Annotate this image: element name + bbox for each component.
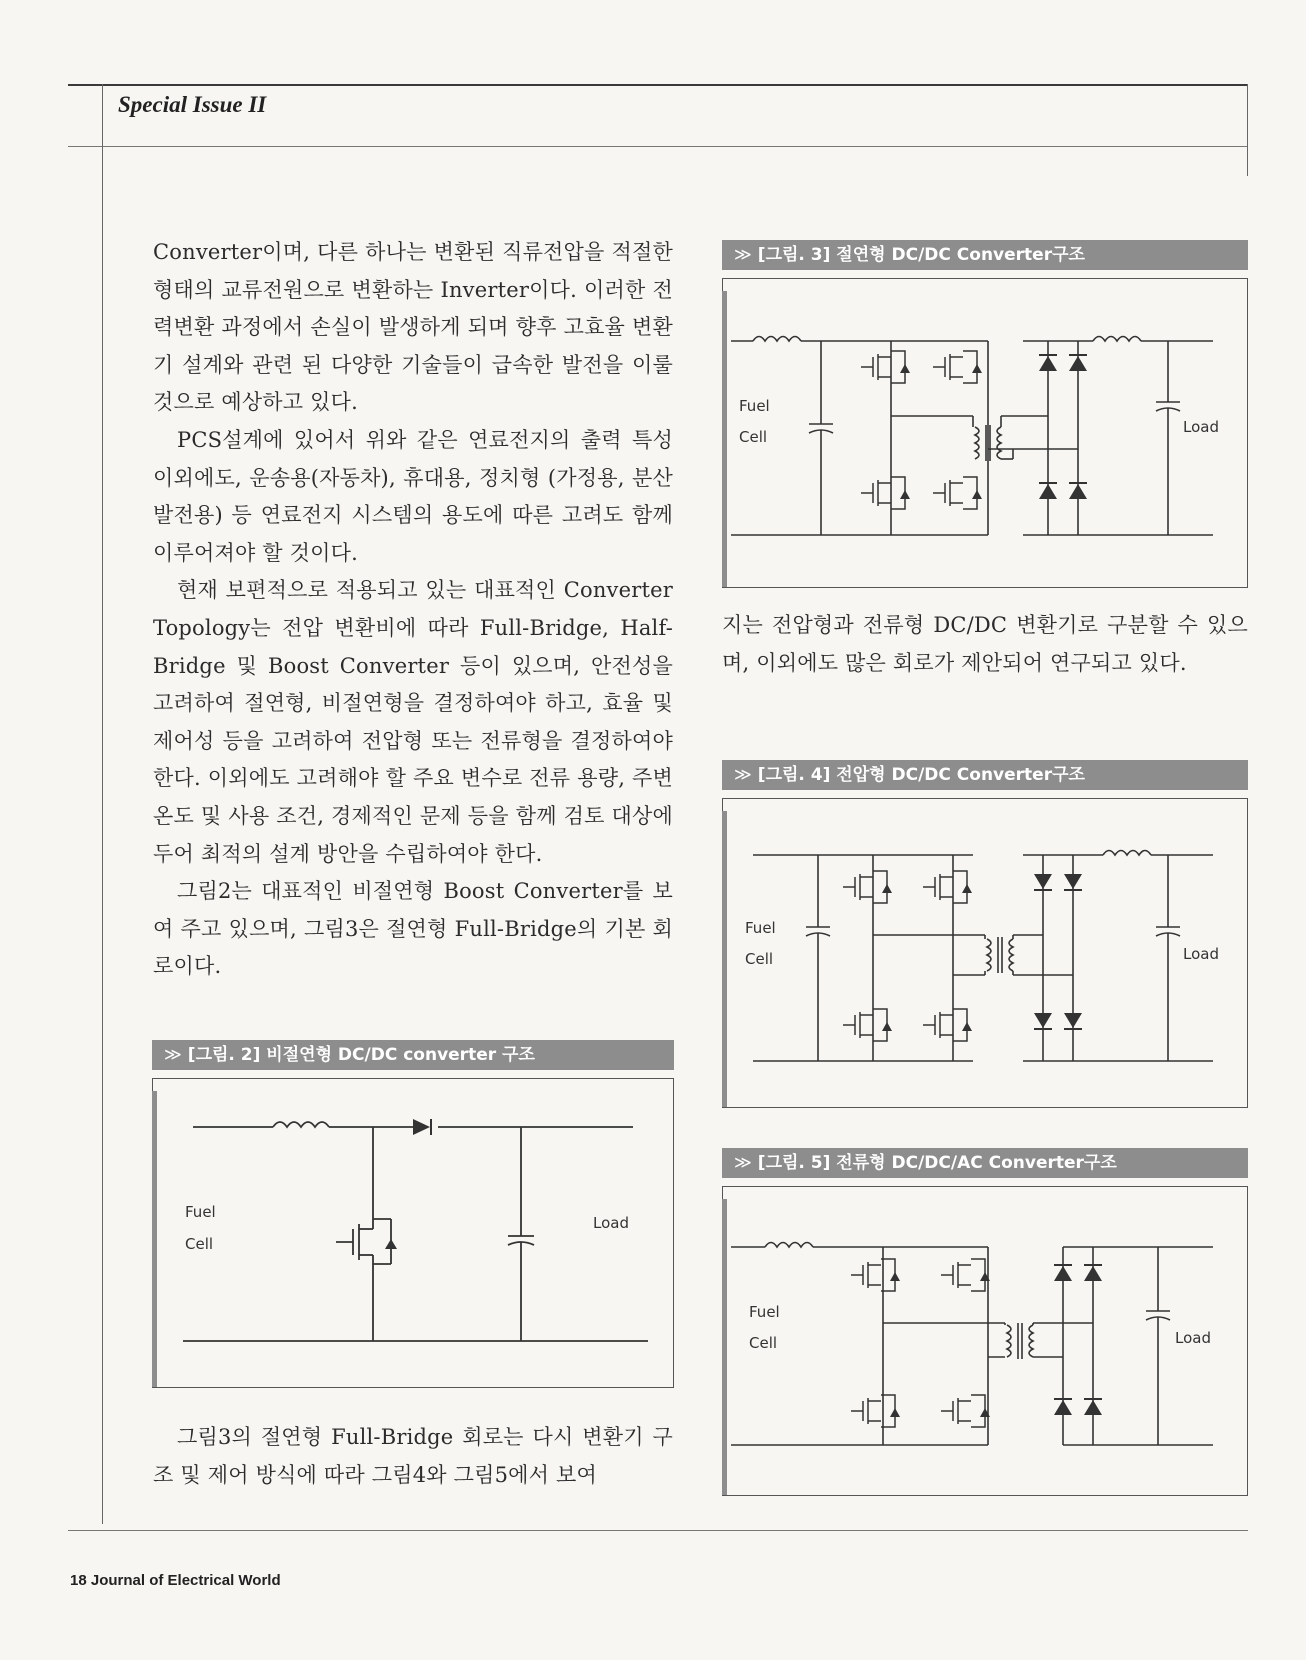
page-footer: 18 Journal of Electrical World bbox=[70, 1572, 281, 1589]
paragraph-2: PCS설계에 있어서 위와 같은 연료전지의 출력 특성 이외에도, 운송용(자동차), 휴대용, 정치형 (가정용, 분산발전용) 등 연료전지 시스템의 용도에 따른 고려도 함께 이루어져야 할 것이다. bbox=[153, 427, 673, 565]
cell-label: Cell bbox=[185, 1235, 214, 1253]
load-label: Load bbox=[1183, 945, 1219, 963]
header-bottom-rule bbox=[68, 146, 1248, 147]
left-column-text bbox=[153, 234, 673, 986]
figure-4-caption-text: [그림. 4] 전압형 DC/DC Converter구조 bbox=[757, 765, 1085, 785]
figure-2-diagram bbox=[152, 1078, 674, 1388]
caption-arrow-icon: ≫ bbox=[734, 245, 752, 265]
caption-arrow-icon: ≫ bbox=[734, 765, 752, 785]
load-label: Load bbox=[1175, 1329, 1211, 1347]
left-bottom-text bbox=[153, 1419, 673, 1494]
figure-3-caption bbox=[722, 240, 1248, 270]
paragraph-6: 지는 전압형과 전류형 DC/DC 변환기로 구분할 수 있으며, 이외에도 많은 회로가 제안되어 연구되고 있다. bbox=[722, 613, 1248, 675]
figure-5-caption-text: [그림. 5] 전류형 DC/DC/AC Converter구조 bbox=[757, 1153, 1117, 1173]
cell-label: Cell bbox=[745, 950, 774, 968]
figure-2-caption-text: [그림. 2] 비절연형 DC/DC converter 구조 bbox=[187, 1045, 535, 1065]
header-right-rule bbox=[1247, 84, 1248, 176]
fuel-label: Fuel bbox=[185, 1203, 216, 1221]
cell-label: Cell bbox=[739, 428, 768, 446]
figure-3-caption-text: [그림. 3] 절연형 DC/DC Converter구조 bbox=[757, 245, 1085, 265]
figure-2-caption bbox=[152, 1040, 674, 1070]
fuel-label: Fuel bbox=[749, 1303, 780, 1321]
left-margin-rule bbox=[102, 84, 103, 1524]
load-label: Load bbox=[1183, 418, 1219, 436]
cell-label: Cell bbox=[749, 1334, 778, 1352]
paragraph-5: 그림3의 절연형 Full-Bridge 회로는 다시 변환기 구조 및 제어 방식에 따라 그림4와 그림5에서 보여 bbox=[153, 1425, 673, 1487]
header-top-rule bbox=[68, 84, 1248, 86]
figure-5-caption bbox=[722, 1148, 1248, 1178]
caption-arrow-icon: ≫ bbox=[164, 1045, 182, 1065]
fuel-label: Fuel bbox=[745, 919, 776, 937]
right-column-text bbox=[722, 607, 1248, 682]
figure-4-caption bbox=[722, 760, 1248, 790]
figure-4-diagram bbox=[722, 798, 1248, 1108]
footer-rule bbox=[68, 1530, 1248, 1531]
caption-arrow-icon: ≫ bbox=[734, 1153, 752, 1173]
section-title: Special Issue II bbox=[118, 92, 267, 117]
paragraph-4: 그림2는 대표적인 비절연형 Boost Converter를 보여 주고 있으며, 그림3은 절연형 Full-Bridge의 기본 회로이다. bbox=[153, 879, 673, 979]
fuel-label: Fuel bbox=[739, 397, 770, 415]
figure-5-diagram bbox=[722, 1186, 1248, 1496]
paragraph-3: 현재 보편적으로 적용되고 있는 대표적인 Converter Topology는 전압 변환비에 따라 Full-Bridge, Half-Bridge 및 Boost Converter 등이 있으며, 안전성을 고려하여 절연형, 비절연형을 결정하여야 하고, 효율 및 제어성 등을 고려하여 전압형 또는 전류형을 결정하여야 한다. 이외에도 고려해야 할 주요 변수로 전류 용량, 주변 온도 및 사용 조건, 경제적인 문제 등을 함께 검토 대상에 두어 최적의 설계 방안을 수립하여야 한다. bbox=[153, 578, 673, 866]
paragraph-1: Converter이며, 다른 하나는 변환된 직류전압을 적절한 형태의 교류전원으로 변환하는 Inverter이다. 이러한 전력변환 과정에서 손실이 발생하게 되며 향후 고효율 변환기 설계와 관련 된 다양한 기술들이 급속한 발전을 이룰 것으로 예상하고 있다. bbox=[153, 240, 673, 415]
figure-3-diagram bbox=[722, 278, 1248, 588]
load-label: Load bbox=[593, 1214, 629, 1232]
